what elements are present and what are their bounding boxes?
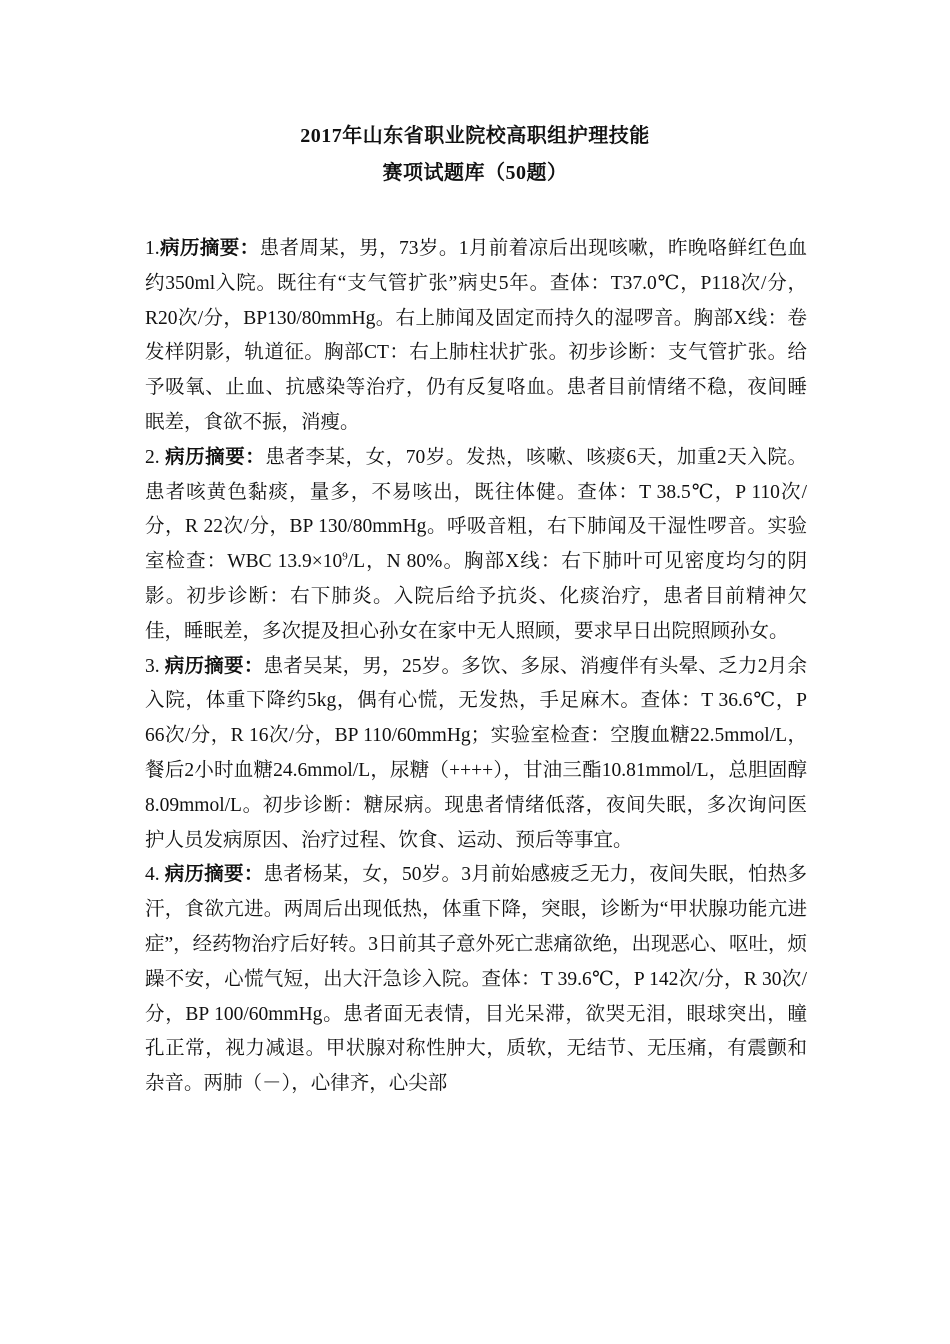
case-1 <box>145 232 807 441</box>
case-3 <box>145 650 807 859</box>
case-number: 2. <box>145 446 160 468</box>
case-2 <box>145 441 807 650</box>
case-text-continued: /L，N 80%。胸部X线：右下肺叶可见密度均匀的阴影。初步诊断：右下肺炎。入院后给予抗炎、化痰治疗，患者目前精神欠佳，睡眠差，多次提及担心孙女在家中无人照顾，要求早日出院照顾孙女。 <box>145 551 807 642</box>
document-body <box>145 232 807 1102</box>
title-line-1: 2017年山东省职业院校高职组护理技能 <box>300 125 650 147</box>
case-label: 病历摘要： <box>164 655 264 677</box>
case-4 <box>145 858 807 1102</box>
document-title <box>0 118 950 192</box>
case-label: 病历摘要： <box>164 864 264 886</box>
case-number: 1. <box>145 238 160 259</box>
case-text: 患者杨某，女，50岁。3月前始感疲乏无力，夜间失眠，怕热多汗，食欲亢进。两周后出现低热，体重下降，突眼，诊断为“甲状腺功能亢进症”，经药物治疗后好转。3日前其子意外死亡悲痛欲绝，出现恶心、呕吐，烦躁不安，心慌气短，出大汗急诊入院。查体：T 39.6℃，P 142次/分，R 30次/分，BP 100/60mmHg。患者面无表情，目光呆滞，欲哭无泪，眼球突出，瞳孔正常，视力减退。甲状腺对称性肿大，质软，无结节、无压痛，有震颤和杂音。两肺（－），心律齐，心尖部 <box>145 864 807 1095</box>
title-line-2: 赛项试题库（50题） <box>382 162 568 184</box>
case-text: 患者吴某，男，25岁。多饮、多尿、消瘦伴有头晕、乏力2月余入院，体重下降约5kg，偶有心慌，无发热，手足麻木。查体：T 36.6℃，P 66次/分，R 16次/分，BP 110/60mmHg；实验室检查：空腹血糖22.5mmol/L，餐后2小时血糖24.6mmol/L，尿糖（++++），甘油三酯10.81mmol/L，总胆固醇8.09mmol/L。初步诊断：糖尿病。现患者情绪低落，夜间失眠，多次询问医护人员发病原因、治疗过程、饮食、运动、预后等事宜。 <box>145 655 807 851</box>
case-number: 4. <box>145 864 160 886</box>
case-number: 3. <box>145 655 160 677</box>
superscript: 9 <box>342 550 348 563</box>
case-label: 病历摘要： <box>165 446 266 468</box>
case-label: 病历摘要： <box>159 238 260 259</box>
case-text: 患者周某，男，73岁。1月前着凉后出现咳嗽，昨晚咯鲜红色血约350ml入院。既往有“支气管扩张”病史5年。查体：T37.0℃，P118次/分，R20次/分，BP130/80mmHg。右上肺闻及固定而持久的湿啰音。胸部X线：卷发样阴影，轨道征。胸部CT：右上肺柱状扩张。初步诊断：支气管扩张。给予吸氧、止血、抗感染等治疗，仍有反复咯血。患者目前情绪不稳，夜间睡眠差，食欲不振，消瘦。 <box>145 238 807 433</box>
case-text: 患者李某，女，70岁。发热，咳嗽、咳痰6天，加重2天入院。患者咳黄色黏痰，量多，不易咳出，既往体健。查体：T 38.5℃，P 110次/分，R 22次/分，BP 130/80mmHg。呼吸音粗，右下肺闻及干湿性啰音。实验室检查：WBC 13.9×10 <box>145 446 807 573</box>
